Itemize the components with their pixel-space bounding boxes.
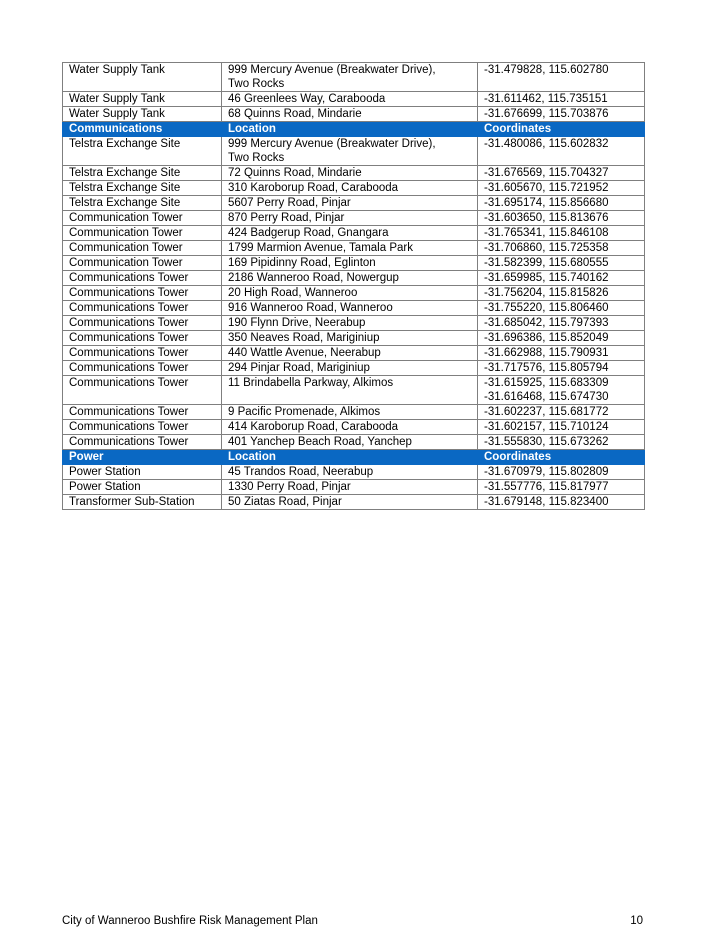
- location-cell: 916 Wanneroo Road, Wanneroo: [222, 301, 478, 316]
- coordinates-cell: -31.765341, 115.846108: [478, 226, 645, 241]
- coordinates-cell: -31.685042, 115.797393: [478, 316, 645, 331]
- coordinates-cell: -31.670979, 115.802809: [478, 465, 645, 480]
- section-header-cell: Power: [63, 450, 222, 465]
- table-row: [63, 63, 645, 92]
- table-row: [63, 376, 645, 405]
- coordinates-cell: -31.695174, 115.856680: [478, 196, 645, 211]
- location-cell: 424 Badgerup Road, Gnangara: [222, 226, 478, 241]
- asset-cell: Telstra Exchange Site: [63, 137, 222, 166]
- coordinates-cell: [478, 376, 645, 405]
- coordinates-cell: -31.582399, 115.680555: [478, 256, 645, 271]
- coordinates-cell: -31.480086, 115.602832: [478, 137, 645, 166]
- asset-cell: Communication Tower: [63, 226, 222, 241]
- location-cell: 9 Pacific Promenade, Alkimos: [222, 405, 478, 420]
- critical-assets-table: [62, 62, 645, 510]
- asset-cell: Telstra Exchange Site: [63, 181, 222, 196]
- table-row: [63, 331, 645, 346]
- location-cell: 350 Neaves Road, Mariginiup: [222, 331, 478, 346]
- table-row: [63, 346, 645, 361]
- section-header-cell: Communications: [63, 122, 222, 137]
- asset-cell: Communications Tower: [63, 435, 222, 450]
- section-header-row: [63, 450, 645, 465]
- location-cell: [222, 63, 478, 92]
- table-row: [63, 286, 645, 301]
- asset-cell: Communication Tower: [63, 256, 222, 271]
- coordinates-cell: -31.717576, 115.805794: [478, 361, 645, 376]
- cell-line: -31.616468, 115.674730: [484, 391, 609, 403]
- coordinates-cell: -31.611462, 115.735151: [478, 92, 645, 107]
- asset-cell: Communications Tower: [63, 376, 222, 405]
- asset-cell: Communications Tower: [63, 405, 222, 420]
- location-cell: 2186 Wanneroo Road, Nowergup: [222, 271, 478, 286]
- table-row: [63, 166, 645, 181]
- asset-cell: Communications Tower: [63, 361, 222, 376]
- asset-cell: Communications Tower: [63, 271, 222, 286]
- table-row: [63, 271, 645, 286]
- location-cell: 440 Wattle Avenue, Neerabup: [222, 346, 478, 361]
- table-row: [63, 92, 645, 107]
- location-cell: 169 Pipidinny Road, Eglinton: [222, 256, 478, 271]
- section-header-cell: Location: [222, 450, 478, 465]
- table-row: [63, 435, 645, 450]
- location-cell: [222, 137, 478, 166]
- coordinates-cell: -31.676569, 115.704327: [478, 166, 645, 181]
- coordinates-cell: -31.602157, 115.710124: [478, 420, 645, 435]
- coordinates-cell: -31.555830, 115.673262: [478, 435, 645, 450]
- location-cell: 11 Brindabella Parkway, Alkimos: [222, 376, 478, 405]
- table-row: [63, 465, 645, 480]
- location-cell: 45 Trandos Road, Neerabup: [222, 465, 478, 480]
- asset-cell: Communication Tower: [63, 211, 222, 226]
- table-row: [63, 480, 645, 495]
- asset-cell: Telstra Exchange Site: [63, 166, 222, 181]
- table-row: [63, 316, 645, 331]
- location-cell: 1330 Perry Road, Pinjar: [222, 480, 478, 495]
- asset-cell: Communications Tower: [63, 316, 222, 331]
- coordinates-cell: -31.706860, 115.725358: [478, 241, 645, 256]
- cell-line: Two Rocks: [228, 152, 285, 164]
- location-cell: 1799 Marmion Avenue, Tamala Park: [222, 241, 478, 256]
- section-header-row: [63, 122, 645, 137]
- coordinates-cell: -31.662988, 115.790931: [478, 346, 645, 361]
- location-cell: 46 Greenlees Way, Carabooda: [222, 92, 478, 107]
- cell-line: 999 Mercury Avenue (Breakwater Drive),: [228, 64, 436, 76]
- asset-cell: Telstra Exchange Site: [63, 196, 222, 211]
- table-row: [63, 137, 645, 166]
- coordinates-cell: -31.755220, 115.806460: [478, 301, 645, 316]
- location-cell: 870 Perry Road, Pinjar: [222, 211, 478, 226]
- asset-cell: Communications Tower: [63, 331, 222, 346]
- table-row: [63, 211, 645, 226]
- section-header-cell: Coordinates: [478, 122, 645, 137]
- coordinates-cell: -31.557776, 115.817977: [478, 480, 645, 495]
- table-row: [63, 495, 645, 510]
- asset-cell: Water Supply Tank: [63, 92, 222, 107]
- table-row: [63, 256, 645, 271]
- location-cell: 190 Flynn Drive, Neerabup: [222, 316, 478, 331]
- asset-cell: Communications Tower: [63, 420, 222, 435]
- page-footer: [62, 915, 643, 927]
- table-row: [63, 361, 645, 376]
- cell-line: 999 Mercury Avenue (Breakwater Drive),: [228, 138, 436, 150]
- table-row: [63, 405, 645, 420]
- asset-cell: Power Station: [63, 465, 222, 480]
- coordinates-cell: -31.479828, 115.602780: [478, 63, 645, 92]
- location-cell: 72 Quinns Road, Mindarie: [222, 166, 478, 181]
- coordinates-cell: -31.676699, 115.703876: [478, 107, 645, 122]
- asset-cell: Communication Tower: [63, 241, 222, 256]
- location-cell: 414 Karoborup Road, Carabooda: [222, 420, 478, 435]
- asset-cell: Communications Tower: [63, 346, 222, 361]
- cell-line: -31.615925, 115.683309: [484, 377, 609, 389]
- coordinates-cell: -31.679148, 115.823400: [478, 495, 645, 510]
- table-row: [63, 301, 645, 316]
- coordinates-cell: -31.659985, 115.740162: [478, 271, 645, 286]
- table-row: [63, 107, 645, 122]
- asset-cell: Water Supply Tank: [63, 63, 222, 92]
- footer-title: City of Wanneroo Bushfire Risk Management Plan: [62, 915, 318, 927]
- coordinates-cell: -31.696386, 115.852049: [478, 331, 645, 346]
- location-cell: 401 Yanchep Beach Road, Yanchep: [222, 435, 478, 450]
- coordinates-cell: -31.605670, 115.721952: [478, 181, 645, 196]
- asset-cell: Communications Tower: [63, 301, 222, 316]
- location-cell: 294 Pinjar Road, Mariginiup: [222, 361, 478, 376]
- table-row: [63, 196, 645, 211]
- asset-cell: Transformer Sub-Station: [63, 495, 222, 510]
- asset-cell: Power Station: [63, 480, 222, 495]
- asset-cell: Communications Tower: [63, 286, 222, 301]
- location-cell: 20 High Road, Wanneroo: [222, 286, 478, 301]
- location-cell: 310 Karoborup Road, Carabooda: [222, 181, 478, 196]
- location-cell: 5607 Perry Road, Pinjar: [222, 196, 478, 211]
- table-row: [63, 226, 645, 241]
- table-row: [63, 181, 645, 196]
- coordinates-cell: -31.603650, 115.813676: [478, 211, 645, 226]
- table-body: [63, 63, 645, 510]
- coordinates-cell: -31.756204, 115.815826: [478, 286, 645, 301]
- table-row: [63, 420, 645, 435]
- section-header-cell: Coordinates: [478, 450, 645, 465]
- location-cell: 50 Ziatas Road, Pinjar: [222, 495, 478, 510]
- table-row: [63, 241, 645, 256]
- location-cell: 68 Quinns Road, Mindarie: [222, 107, 478, 122]
- page-number: 10: [630, 915, 643, 927]
- section-header-cell: Location: [222, 122, 478, 137]
- asset-cell: Water Supply Tank: [63, 107, 222, 122]
- coordinates-cell: -31.602237, 115.681772: [478, 405, 645, 420]
- cell-line: Two Rocks: [228, 78, 285, 90]
